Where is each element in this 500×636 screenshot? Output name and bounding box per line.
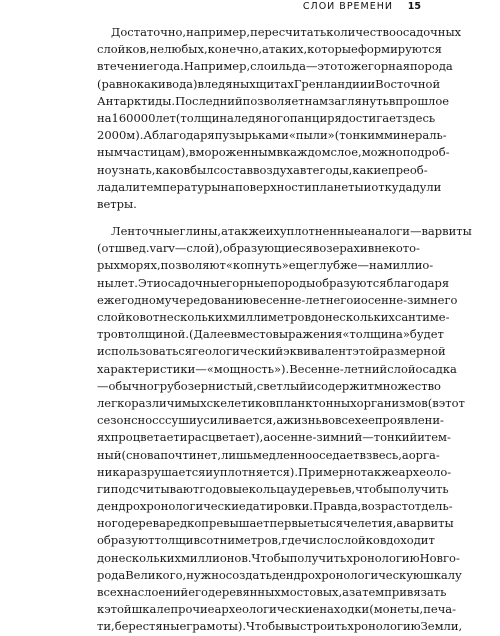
running-header [0,0,500,16]
text-line: ти, берестяные грамоты). Чтобы выстроить хронологию Земли, [97,619,463,634]
body-text [97,24,472,636]
page-number: 15 [407,1,421,12]
text-line: но узнать, каков был состав воздуха в те годы, какие преоб- [97,162,428,177]
text-line: к этой шкале прочие археологические находки (монеты, печа- [97,602,457,617]
text-line: Антарктиды. Последний позволяет нам заглянуть в прошлое [97,93,450,108]
text-line: рода Великого, нужно создать дендрохронологическую шкалу [97,567,462,582]
text-line: ника разрушается и уплотняется). Примерно также археоло- [97,464,452,479]
text-line: образуют толщи в сотни метров, где число слойков доходит [97,533,435,548]
text-line: легко различимых скелетиков планктонных организмов (в этот [97,395,465,410]
text-line: слойков от нескольких миллиметров до нескольких сантиме- [97,310,450,324]
text-line: Достаточно, например, пересчитать количество осадочных [111,25,462,39]
text-line: ветры. [97,196,137,211]
text-line: на 160 000 лет (толщина ледяного панциря достигает здесь [97,110,436,125]
text-line: ны лет. Эти осадочные горные породы образуются благодаря [97,275,450,290]
text-line: ным частицам), вмороженным в каждом слое, можно подроб- [97,145,450,160]
text-line: сезон снос с суши усиливается, а жизнь во всех ее проявлени- [97,413,444,428]
paragraph-gap [97,213,407,223]
text-line: тров толщиной. (Далее вместо выражения «толщина» будет [97,327,444,342]
text-line: ях процветает и расцветает), а осенне-зимний — тонкий и тем- [97,430,451,445]
text-line: дендрохронологические датировки. Правда, возраст отдель- [97,499,453,514]
text-line: ежегодному чередованию весенне-летнего и осенне-зимнего [97,292,458,307]
text-line: всех наслоений его деревянных мостовых, а затем привязать [97,585,447,599]
text-line: (от швед. varv — слой), образующиеся в озерах и в некото- [97,241,420,256]
text-line: в течение года. Например, слои льда — это тоже горная порода [97,59,453,74]
text-line: 2000 м). А благодаря пузырькам и «пыли» (тонким минераль- [97,128,447,143]
text-line: до нескольких миллионов. Чтобы получить хронологию Новго- [97,550,460,565]
text-line: ладали температуры на поверхности планеты и откуда дули [97,179,442,194]
text-line: слойков, не любых, конечно, а таких, которые формируются [97,42,442,57]
text-line: ный (снова почти нет, лишь медленно оседает взвесь, а орга- [97,447,440,462]
section-title: СЛОИ ВРЕМЕНИ [302,1,393,12]
text-line: характеристики — «мощность»). Весенне-летний слой осадка [97,361,457,376]
text-line: ги подсчитывают годовые кольца у деревьев, чтобы получить [97,481,449,496]
text-line: — обычно грубозернистый, светлый и содержит множество [97,378,441,393]
text-line: рых морях, позволяют «копнуть» еще глубже — на миллио- [97,258,434,273]
text-line: использоваться геологический эквивалент этой размерной [97,344,446,359]
text-line: (равно как и вода) в ледяных щитах Гренландии и Восточной [97,76,441,91]
text-line: ного дерева редко превышает первые тысячелетия, а варвиты [97,516,454,531]
text-line: Ленточные глины, а также их уплотненные аналоги — варвиты [111,224,472,239]
